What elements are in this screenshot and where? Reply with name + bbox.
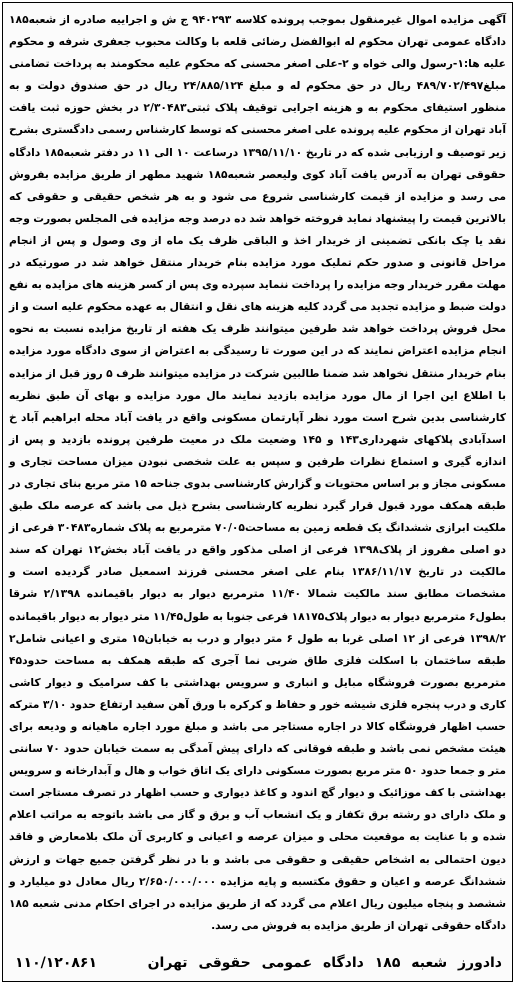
notice-number: ۱۱۰/۱۲۰۸۶۱ xyxy=(15,955,98,971)
notice-footer xyxy=(9,951,506,977)
notice-body: آگهی مزایده اموال غیرمنقول بموجب پرونده کلاسه ۹۴۰۲۹۳ ج ش و اجراییه صادره از شعبه۱۸۵ دادگاه عمومی تهران محکوم له ابوالفضل رضائی قلعه با وکالت محبوب جعفری شرفه و محکوم علیه ها:۱-رسول والی خواه و ۲-علی اصغر محسنی که محکوم علیه محکومند به پرداخت تضامنی مبلغ۴۸۹/۷۰۲/۴۹۷ ریال در حق محکوم له و مبلغ ۲۴/۸۸۵/۱۲۴ ریال در حق صندوق دولت و به منظور استیفای محکوم به و هزینه اجرایی توقیف پلاک ثبتی۲/۳۰۴۸۳ در بخش حوزه ثبت یافت آباد تهران از محکوم علیه پرونده علی اصغر محسنی که توسط کارشناس رسمی دادگستری بشرح زیر توصیف و ارزیابی شده که در تاریخ ۱۳۹۵/۱۱/۱۰ درساعت ۱۰ الی ۱۱ در دفتر شعبه۱۸۵ دادگاه حقوقی تهران به آدرس یافت آباد کوی ولیعصر شعبه۱۸۵ شهید مطهر از طریق مزایده بفروش می رسد و مزایده از قیمت کارشناسی شروع می شود و به هر شخص حقیقی و حقوقی که بالاترین قیمت را پیشنهاد نماید فروخته خواهد شد ده درصد وجه مزایده فی المجلس بصورت وجه نقد یا چک بانکی تضمینی از خریدار اخذ و الباقی ظرف یک ماه از وی وصول و پس از انجام مراحل قانونی و صدور حکم تملیک مورد مزایده بنام خریدار منتقل خواهد شد در صورتیکه در مهلت مقرر خریدار وجه مزایده را پرداخت ننماید سپرده وی پس از کسر هزینه های مزایده به نفع دولت ضبط و مزایده تجدید می گردد کلیه هزینه های نقل و انتقال به عهده محکوم علیه است و از محل فروش پرداخت خواهد شد طرفین میتوانند ظرف یک هفته از تاریخ مزایده نسبت به نحوه انجام مزایده اعتراض نمایند که در این صورت تا رسیدگی به اعتراض از سوی دادگاه مورد مزایده بنام خریدار منتقل نخواهد شد ضمنا طالبین شرکت در مزایده میتوانند ظرف ۵ روز قبل از مزایده با اطلاع این اجرا از مال مورد مزایده بازدید نمایند مال مورد مزایده و بهای آن طبق نظریه کارشناسی بدین شرح است مورد نظر آپارتمان مسکونی واقع در یافت آباد محله ابراهیم آباد خ اسدآبادی پلاکهای شهرداری۱۴۳ و ۱۴۵ وضعیت ملک در معیت طرفین پرونده بازدید و پس از اندازه گیری و استماع نظرات طرفین و سپس به علت شخصی نبودن میزان مساحت تجاری و مسکونی مجاز و بر اساس محتویات و گزارش کارشناسی بدوی جناحه ۱۵ متر مربع بنای تجاری در طبقه همکف مورد قبول قرار گیرد نظریه کارشناسی بشرح ذیل می باشد که عرصه ملک طبق ملکیت ابرازی ششدانگ یک قطعه زمین به مساحت۷۰/۰۵ مترمربع به پلاک شماره۳۰۴۸۳ فرعی از دو اصلی مفروز از پلاک۱۳۹۸ فرعی از اصلی مذکور واقع در یافت آباد بخش۱۲ تهران که سند مالکیت در تاریخ ۱۳۸۶/۱۱/۱۷ بنام علی اصغر محسنی فرزند اسمعیل صادر گردیده است و مشخصات مطابق سند مالکیت شمالا ۱۱/۴۰ مترمربع دیوار به دیوار باقیمانده ۲/۱۳۹۸ شرقا بطول۶ مترمربع دیوار به دیوار پلاک۱۸۱۷۵ فرعی جنوبا به طول۱۱/۴۵ متر دیوار به دیوار باقیمانده ۱۳۹۸/۲ فرعی از ۱۲ اصلی غربا به طول ۶ متر دیوار و درب به خیابان۱۵ متری و اعیانی شامل۲ طبقه ساختمان با اسکلت فلزی طاق ضربی نما آجری که طبقه همکف به مساحت حدود۴۵ مترمربع بصورت فروشگاه مبایل و انباری و سرویس بهداشتی با کف سرامیک و دیوار کاشی کاری و درب پنجره فلزی شیشه خور و حفاظ و کرکره با ورق آهن سفید ارتفاع حدود ۳/۱۰ مترکه حسب اظهار فروشگاه کالا در اجاره مستاجر می باشد و مبلغ مورد اجاره ماهیانه و ودیعه برای هیئت مشخص نمی باشد و طبقه فوقانی که دارای پیش آمدگی به سمت خیابان حدود ۷۰ سانتی متر و جمعا حدود ۵۰ متر مربع بصورت مسکونی دارای یک اتاق خواب و هال و آبدارخانه و سرویس بهداشتی با کف موزائیک و دیوار گچ اندود و کاغذ دیواری و حسب اظهار در تصرف مستاجر است و ملک دارای دو رشته برق تکفاز و یک انشعاب آب و برق و گاز می باشد باتوجه به مراتب اعلام شده و با عنایت به موقعیت محلی و میزان عرصه و اعیانی و کاربری آن ملک بلامعارض و فاقد دیون احتمالی به اشخاص حقیقی و حقوقی می باشد و با در نظر گرفتن جمیع جهات و ارزش ششدانگ عرصه و اعیان و حقوق مکتسبه و پایه مزایده ۲/۶۵۰/۰۰۰/۰۰۰ ریال معادل دو میلیارد و ششصد و پنجاه میلیون ریال اعلام می گردد که از طریق مزایده در اجرای احکام مدنی شعبه ۱۸۵ دادگاه حقوقی تهران از طریق مزایده به فروش می رسد. xyxy=(9,13,507,932)
notice-signer: دادورز شعبه ۱۸۵ دادگاه عمومی حقوقی تهران xyxy=(147,955,502,971)
legal-notice xyxy=(2,2,513,982)
